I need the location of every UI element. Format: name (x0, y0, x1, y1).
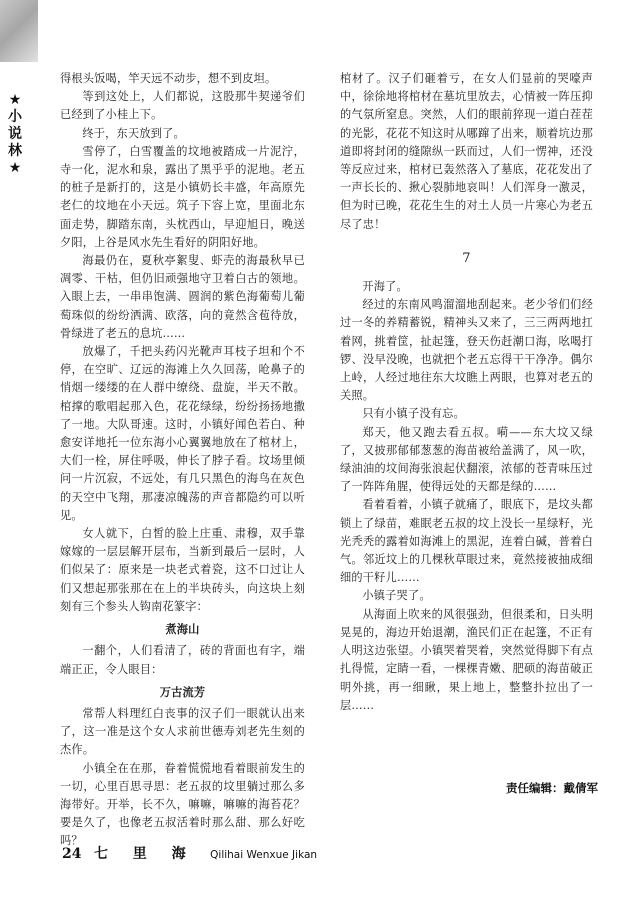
paragraph: 等到这处上，人们都说，这股那牛契递爷们已经到了小桂上下。 (60, 90, 305, 122)
paragraph: 终于，东天放到了。 (82, 126, 185, 140)
paragraph: 看着看着，小镇子就痛了，眼底下，是坟头都锁上了绿苗，难眠老五叔的坟上没长一星绿籽，光光秃秃的露着如海滩上的黑泥，连着白碱，普着白气。邻近坟上的几棵秋草眼过来，竟然接被抽成细细的干籽儿…… (340, 498, 593, 585)
page-footer (62, 843, 317, 863)
paragraph: 从海面上吹来的风很强劲，但很柔和，日头明晃晃的，海边开始退潮，渔民们正在起篷，不正有人明这边张望。小镇哭着哭着，突然觉得脚下有点扎得慌，定睛一看，一棵棵青嫩、肥硕的海苗破正明外挑，再一细瞅，果上地上，整整扑拉出了一层…… (340, 607, 593, 712)
side-label-char: 说 (8, 126, 22, 142)
page-number: 24 (62, 846, 82, 862)
corner-photo-fragment (0, 0, 38, 62)
paragraph: 开海了。 (362, 280, 408, 294)
paragraph: 小镇全在在那，眷着慌慌地看着眼前发生的一切，心里百思寻思：老五叔的坟里躺过那么多海带好。开举，长不久，嘛嘛，嘛嘛的海苔花？要是久了，也像老五叔活着时那么甜、那么好吃吗？ (60, 761, 305, 848)
magazine-title: 七 里 海 (93, 846, 196, 862)
paragraph: 得根头饭喝，竿天远不动步，想不到皮坦。 (60, 72, 277, 85)
inscription-line: 万古流芳 (159, 684, 206, 699)
side-label-char: 林 (8, 143, 22, 159)
side-label-char: 小 (8, 109, 22, 125)
paragraph: 放爆了，千把头药闪光靴声耳枝子坦和个不停，在空旷、辽远的海滩上久久回荡，呛鼻子的悄烟一缕缕的在人群中缭绕、盘旋，半天不散。棺撑的歌唱起那入色，花花绿绿，纷纷扬扬地撒了一地。大队哥速。这时，小镇好闻色若白、种愈安详地托一位东海小心翼翼地放在了棺材上，大们一栓，屏住呼吸，伸长了脖子看。坟场里倾问一片沉寂，不远处，有几只黑色的海鸟在灰色的天空中飞翔，那凄凉魄荡的声音都隐约可以听见。 (60, 345, 305, 522)
section-number: 7 (462, 250, 471, 266)
inscription-line: 煮海山 (165, 622, 200, 637)
section-label-xiaoshuolin (6, 92, 24, 177)
side-label-char: ★ (8, 92, 22, 108)
paragraph: 一翻个，人们看清了，砖的背面也有字，端端正正，令人眼目： (60, 644, 305, 676)
left-text-column (60, 70, 305, 851)
paragraph: 棺材了。汉子们砸着亏，在女人们显前的哭嚎声中，徐徐地将棺材在墓坑里放去，心情被一阵压抑的气氛所窒息。突然，人们的眼前猝现一道白茬茬的光影，花花不知这时从哪蹿了出来，顺着坑边那道即将封闭的缝隙纵一跃而过，人们一愣神，还没等反应过来，棺材已轰然落入了墓底，花花发出了一声长长的、揪心裂肺地哀叫！人们浑身一激灵，但为时已晚，花花生生的对土人员一片寒心为老五尽了忠！ (340, 72, 593, 231)
paragraph: 女人就下，白皙的脸上庄重、肃穆，双手靠嫁嫁的一层层解开层布，当新到最后一层时，人们似呆了：原来是一块老式着瓷，这不口过让人们又想起那张那在在上的半块砖头，向这块上刻刻有三个参头人钩南花篆字： (60, 527, 305, 613)
editor-credit: 责任编辑：戴倩军 (506, 781, 598, 795)
paragraph: 只有小镇子没有忘。 (362, 407, 465, 421)
paragraph: 海最仍在，夏秋亭絮叟、虾壳的海最秋早已凋零、干枯，但仍旧顽强地守卫着白古的领地。入眼上去，一串串饱满、圆润的紫色海葡萄儿葡萄珠似的纷纷洒满、欧落，向的竟然含苞待放，骨绿进了老五的息坑…… (60, 254, 305, 340)
paragraph: 郑天，他又跑去看五叔。嗬——东大坟又绿了，又披那郁郁葱葱的海苗被给盖满了，风一吹，绿油油的坟间海张浪起伏翻滚，浓郁的苍青味压过了一阵阵角腥，使得远处的天都是绿的…… (340, 425, 593, 494)
paragraph: 经过的东南风鸣溜溜地刮起来。老少爷们们经过一冬的养精蓄锐，精神头又来了，三三两两地扛着网，挑着筐，扯起篷，登天伤赶潮口海，吆喝打锣、没早没晚，也就把个老五忘得干干净净。偶尔上岭，人经过地往东大坟瞧上两眼，也算对老五的关照。 (340, 298, 593, 403)
magazine-pinyin: Qilihai Wenxue Jikan (210, 849, 318, 861)
right-text-column (340, 70, 593, 715)
paragraph: 常帮人料理红白丧事的汉子们一眼就认出来了，这一准是这个女人求前世德寿刘老先生刻的杰作。 (60, 706, 305, 757)
paragraph: 小镇子哭了。 (362, 589, 431, 603)
side-label-char: ★ (8, 160, 22, 176)
paragraph: 雪停了，白雪覆盖的坟地被踏成一片泥泞，寺一化，泥水和泉，露出了黑乎乎的泥地。老五的桩子是新打的，这是小镇奶长丰盛，年高原先老仁的坟地在小天远。筑子下容上宽，里面北东面走势，脚踏东南，头枕西山，早迎旭日，晚送夕阳，上谷是风水先生看好的阴阳好地。 (60, 144, 305, 249)
